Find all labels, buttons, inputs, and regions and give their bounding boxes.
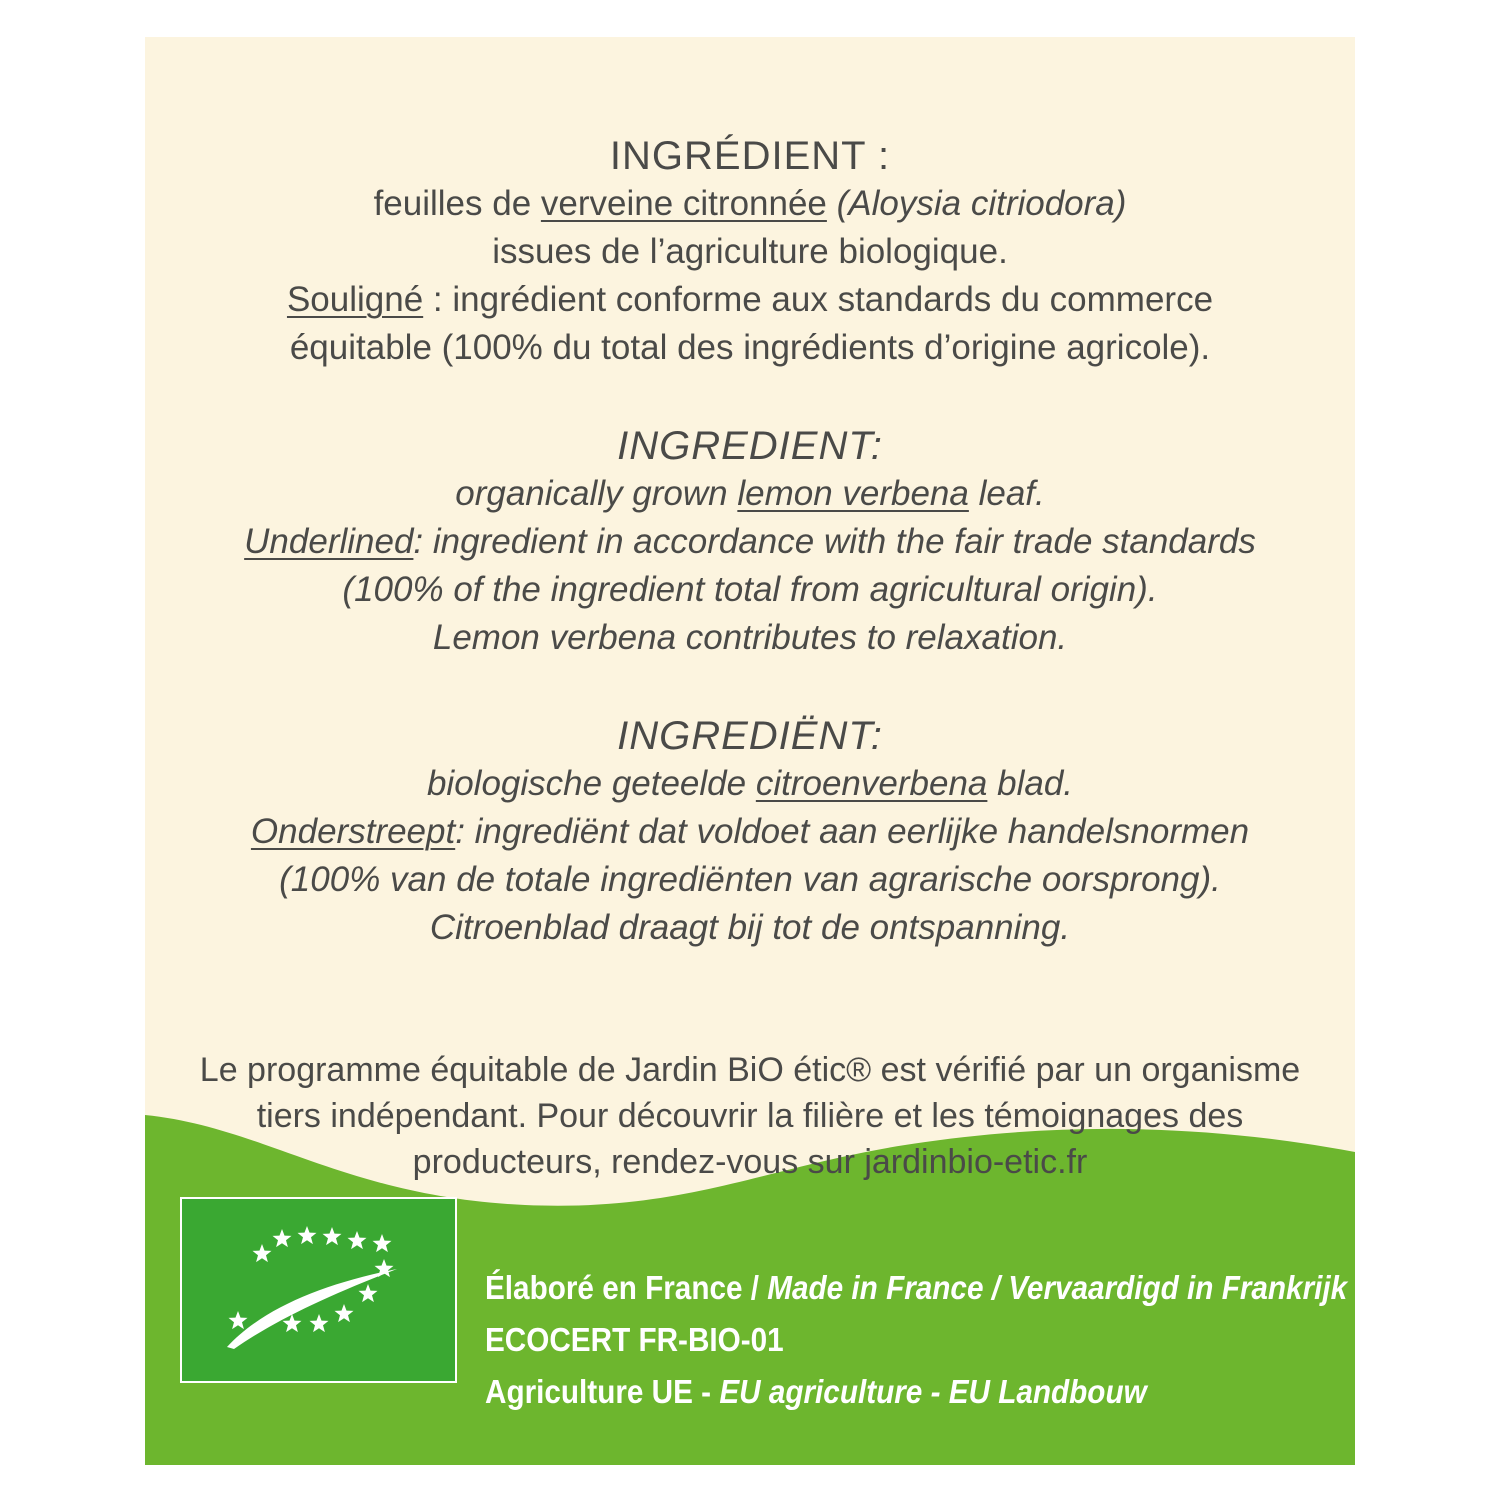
made-in-line: Élaboré en France / Made in France / Vervaardigd in Frankrijk — [485, 1269, 1348, 1306]
eu-star-icon — [310, 1314, 329, 1332]
eu-star-icon — [323, 1227, 342, 1245]
english-line-1: organically grown lemon verbena leaf. — [455, 474, 1045, 513]
eu-star-icon — [229, 1311, 248, 1329]
english-line-2: Underlined: ingredient in accordance with the fair trade standards — [244, 522, 1256, 561]
programme-line-3: producteurs, rendez-vous sur jardinbio-etic.fr — [412, 1143, 1088, 1181]
eu-star-icon — [253, 1244, 272, 1262]
french-line-3: Souligné : ingrédient conforme aux standards du commerce — [286, 280, 1214, 319]
programme-line-2: tiers indépendant. Pour découvrir la filière et les témoignages des — [256, 1097, 1244, 1135]
fair-trade-programme-note — [145, 1047, 1355, 1185]
english-line-4: Lemon verbena contributes to relaxation. — [432, 618, 1068, 657]
eu-star-icon — [348, 1231, 367, 1249]
agriculture-origin-line: Agriculture UE - EU agriculture - EU Landbouw — [485, 1373, 1147, 1410]
dutch-line-4: Citroenblad draagt bij tot de ontspanning. — [429, 908, 1071, 947]
english-line-3: (100% of the ingredient total from agricultural origin). — [342, 570, 1158, 609]
ingredients-english — [145, 422, 1355, 662]
french-line-2: issues de l’agriculture biologique. — [492, 232, 1008, 271]
eu-star-icon — [359, 1284, 378, 1302]
underlined-ingredient: citroenverbena — [755, 764, 988, 803]
dutch-line-3: (100% van de totale ingrediënten van agrarische oorsprong). — [279, 860, 1221, 899]
eu-organic-leaf-icon — [182, 1199, 455, 1381]
label-panel — [145, 37, 1355, 1465]
ingredients-dutch — [145, 712, 1355, 952]
heading-english: INGREDIENT: — [617, 424, 883, 468]
underlined-ingredient: lemon verbena — [737, 474, 969, 513]
eu-star-icon — [373, 1234, 392, 1252]
underlined-ingredient: verveine citronnée — [540, 184, 827, 223]
eu-organic-logo — [180, 1197, 457, 1383]
french-line-1: feuilles de verveine citronnée (Aloysia citriodora) — [373, 184, 1127, 223]
heading-french: INGRÉDIENT : — [609, 134, 891, 178]
french-line-4: équitable (100% du total des ingrédients d’origine agricole). — [289, 328, 1211, 367]
origin-certification — [485, 1262, 1347, 1418]
certifier-code: ECOCERT FR-BIO-01 — [485, 1321, 784, 1358]
heading-dutch: INGREDIËNT: — [617, 714, 883, 758]
dutch-line-1: biologische geteelde citroenverbena blad. — [426, 764, 1074, 803]
programme-line-1: Le programme équitable de Jardin BiO étic® est vérifié par un organisme — [199, 1051, 1301, 1089]
eu-star-icon — [335, 1304, 354, 1322]
dutch-line-2: Onderstreept: ingrediënt dat voldoet aan eerlijke handelsnormen — [250, 812, 1250, 851]
leaf-stem-icon — [227, 1269, 397, 1349]
ingredients-french — [145, 132, 1355, 372]
eu-star-icon — [273, 1229, 292, 1247]
eu-star-icon — [298, 1226, 317, 1244]
